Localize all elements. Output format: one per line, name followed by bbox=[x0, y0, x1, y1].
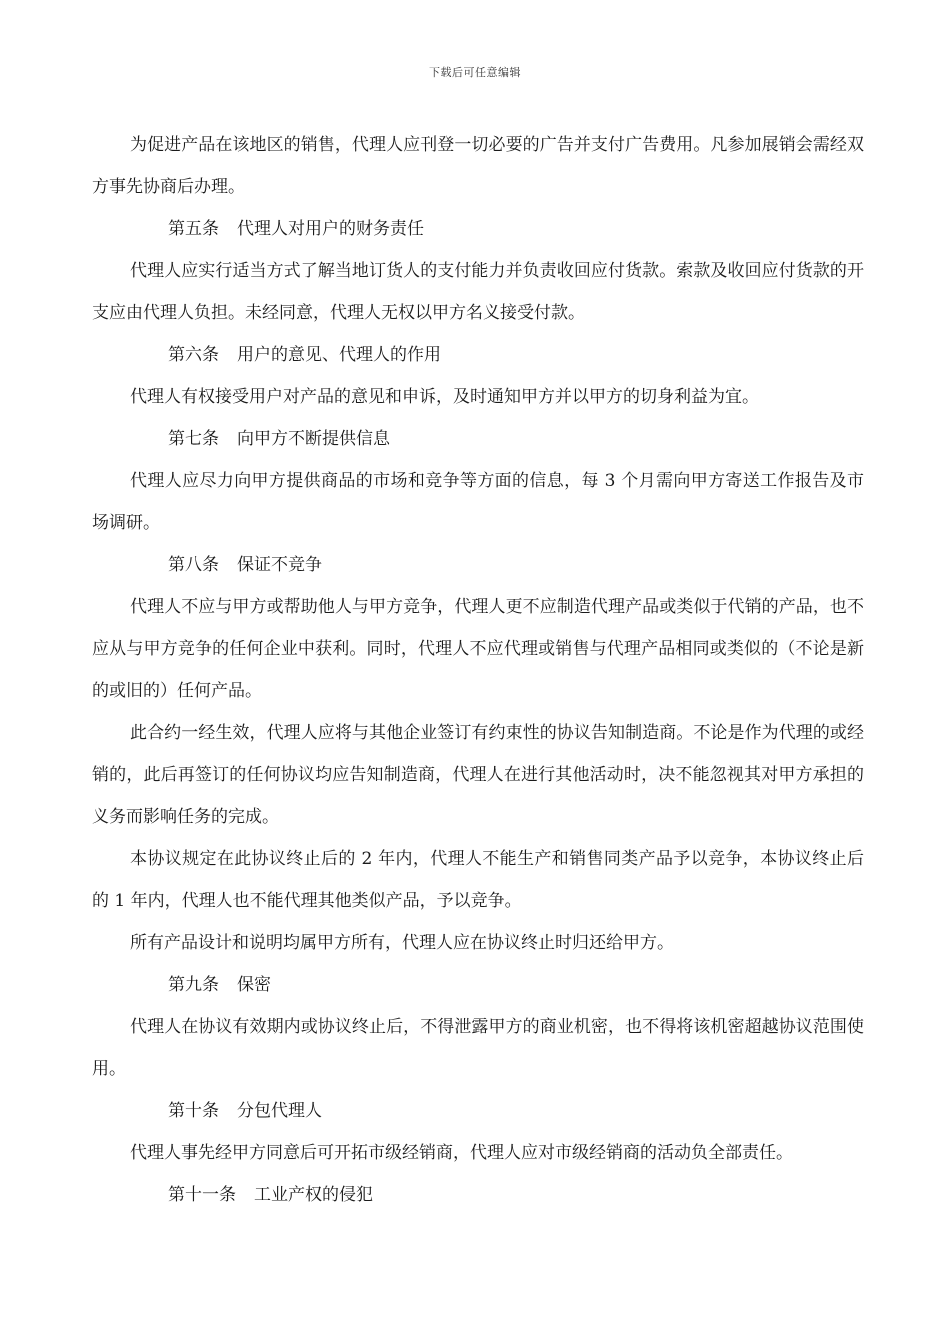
article-number: 第九条 bbox=[168, 975, 219, 995]
paragraph-advertising: 为促进产品在该地区的销售，代理人应刊登一切必要的广告并支付广告费用。凡参加展销会需经双方事先协商后办理。 bbox=[92, 135, 864, 197]
article-number: 第十条 bbox=[168, 1101, 219, 1121]
article-6-heading bbox=[92, 334, 864, 376]
paragraph-article-5: 代理人应实行适当方式了解当地订货人的支付能力并负责收回应付货款。索款及收回应付货款的开支应由代理人负担。未经同意，代理人无权以甲方名义接受付款。 bbox=[92, 261, 864, 323]
article-number: 第六条 bbox=[168, 345, 219, 365]
paragraph-article-7: 代理人应尽力向甲方提供商品的市场和竞争等方面的信息，每 3 个月需向甲方寄送工作报告及市场调研。 bbox=[92, 471, 864, 533]
paragraph-article-6: 代理人有权接受用户对产品的意见和申诉，及时通知甲方并以甲方的切身利益为宜。 bbox=[130, 387, 759, 407]
article-8-heading bbox=[92, 544, 864, 586]
paragraph-article-8-c: 本协议规定在此协议终止后的 2 年内，代理人不能生产和销售同类产品予以竞争，本协议终止后的 1 年内，代理人也不能代理其他类似产品，予以竞争。 bbox=[92, 849, 864, 911]
article-10-heading bbox=[92, 1090, 864, 1132]
article-title: 代理人对用户的财务责任 bbox=[237, 219, 424, 239]
article-number: 第八条 bbox=[168, 555, 219, 575]
article-title: 保证不竞争 bbox=[237, 555, 322, 575]
page-header: 下载后可任意编辑 bbox=[429, 66, 521, 79]
article-11-heading bbox=[92, 1174, 864, 1216]
article-title: 用户的意见、代理人的作用 bbox=[237, 345, 441, 365]
article-number: 第五条 bbox=[168, 219, 219, 239]
paragraph-article-8-a: 代理人不应与甲方或帮助他人与甲方竞争，代理人更不应制造代理产品或类似于代销的产品，也不应从与甲方竞争的任何企业中获利。同时，代理人不应代理或销售与代理产品相同或类似的（不论是新的或旧的）任何产品。 bbox=[92, 597, 864, 701]
article-number: 第七条 bbox=[168, 429, 219, 449]
article-9-heading bbox=[92, 964, 864, 1006]
article-title: 向甲方不断提供信息 bbox=[237, 429, 390, 449]
article-title: 工业产权的侵犯 bbox=[254, 1185, 373, 1205]
article-title: 分包代理人 bbox=[237, 1101, 322, 1121]
paragraph-article-8-d: 所有产品设计和说明均属甲方所有，代理人应在协议终止时归还给甲方。 bbox=[130, 933, 674, 953]
paragraph-article-10: 代理人事先经甲方同意后可开拓市级经销商，代理人应对市级经销商的活动负全部责任。 bbox=[130, 1143, 793, 1163]
paragraph-article-9: 代理人在协议有效期内或协议终止后，不得泄露甲方的商业机密，也不得将该机密超越协议范围使用。 bbox=[92, 1017, 864, 1079]
document-body bbox=[92, 124, 864, 1216]
article-5-heading bbox=[92, 208, 864, 250]
article-7-heading bbox=[92, 418, 864, 460]
paragraph-article-8-b: 此合约一经生效，代理人应将与其他企业签订有约束性的协议告知制造商。不论是作为代理的或经销的，此后再签订的任何协议均应告知制造商，代理人在进行其他活动时，决不能忽视其对甲方承担的义务而影响任务的完成。 bbox=[92, 723, 864, 827]
article-title: 保密 bbox=[237, 975, 271, 995]
article-number: 第十一条 bbox=[168, 1185, 236, 1205]
